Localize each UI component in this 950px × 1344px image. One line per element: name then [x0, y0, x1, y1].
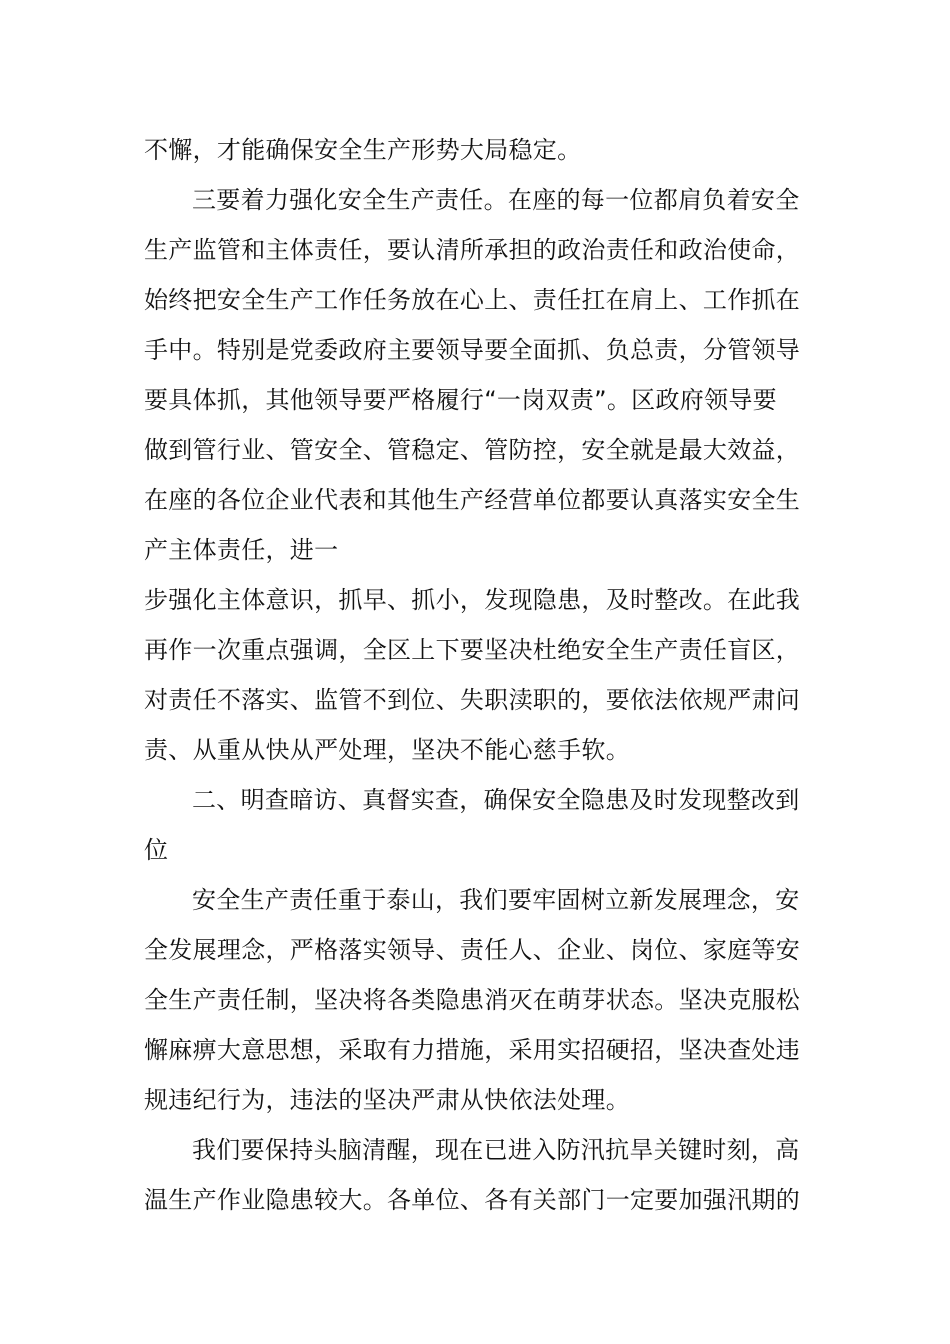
- text-line: 责、从重从快从严处理，坚决不能心慈手软。: [144, 736, 630, 764]
- text-line: 生产监管和主体责任，要认清所承担的政治责任和政治使命，: [144, 236, 801, 264]
- text-line: 全发展理念，严格落实领导、责任人、企业、岗位、家庭等安: [144, 936, 801, 964]
- text-line: 要具体抓，其他领导要严格履行“一岗双责”。区政府领导要: [144, 386, 777, 414]
- text-line: 不懈，才能确保安全生产形势大局稳定。: [144, 136, 582, 164]
- paragraph-first-line: 安全生产责任重于泰山，我们要牢固树立新发展理念，安: [192, 886, 800, 914]
- text-line: 在座的各位企业代表和其他生产经营单位都要认真落实安全生: [144, 486, 801, 514]
- section-heading-continuation: 位: [144, 836, 169, 864]
- text-line: 产主体责任，进一: [144, 536, 339, 564]
- text-line: 始终把安全生产工作任务放在心上、责任扛在肩上、工作抓在: [144, 286, 801, 314]
- text-line: 再作一次重点强调，全区上下要坚决杜绝安全生产责任盲区，: [144, 636, 801, 664]
- paragraph-first-line: 三要着力强化安全生产责任。在座的每一位都肩负着安全: [192, 186, 800, 214]
- text-line: 规违纪行为，违法的坚决严肃从快依法处理。: [144, 1086, 630, 1114]
- text-line: 温生产作业隐患较大。各单位、各有关部门一定要加强汛期的: [144, 1186, 801, 1214]
- paragraph-first-line: 我们要保持头脑清醒，现在已进入防汛抗旱关键时刻，高: [192, 1136, 800, 1164]
- text-line: 懈麻痹大意思想，采取有力措施，采用实招硬招，坚决查处违: [144, 1036, 801, 1064]
- text-line: 手中。特别是党委政府主要领导要全面抓、负总责，分管领导: [144, 336, 801, 364]
- text-line: 对责任不落实、监管不到位、失职渎职的，要依法依规严肃问: [144, 686, 801, 714]
- text-line: 步强化主体意识，抓早、抓小，发现隐患，及时整改。在此我: [144, 586, 801, 614]
- section-heading: 二、明查暗访、真督实查，确保安全隐患及时发现整改到: [192, 786, 800, 814]
- text-line: 全生产责任制，坚决将各类隐患消灭在萌芽状态。坚决克服松: [144, 986, 801, 1014]
- text-line: 做到管行业、管安全、管稳定、管防控，安全就是最大效益，: [144, 436, 801, 464]
